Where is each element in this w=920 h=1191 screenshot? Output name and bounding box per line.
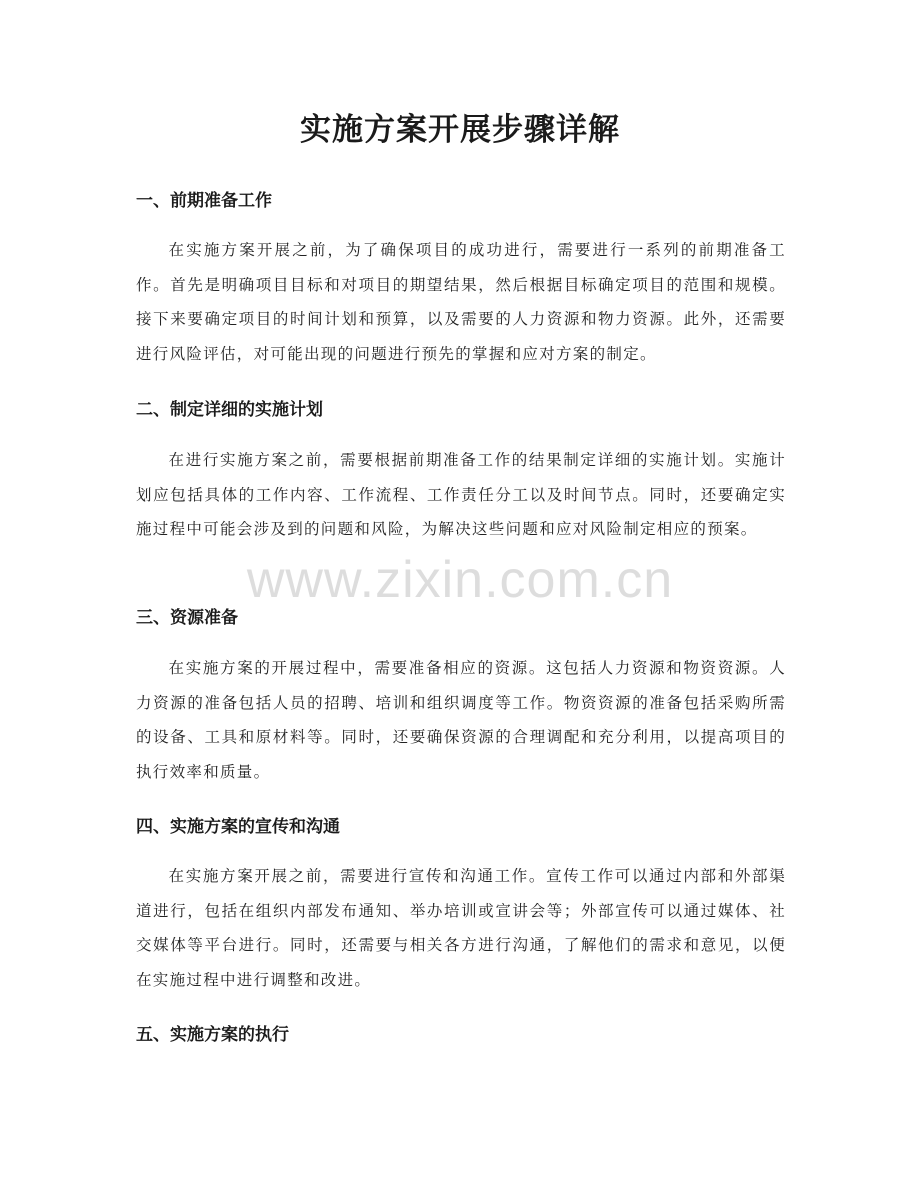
section-heading-5: 五、实施方案的执行 [136, 1025, 289, 1045]
section-heading-4: 四、实施方案的宣传和沟通 [136, 817, 340, 837]
section-heading-2: 二、制定详细的实施计划 [136, 400, 323, 420]
section-body-1: 在实施方案开展之前，为了确保项目的成功进行，需要进行一系列的前期准备工作。首先是明确项目目标和对项目的期望结果，然后根据目标确定项目的范围和规模。接下来要确定项目的时间计划和预算，以及需要的人力资源和物力资源。此外，还需要进行风险评估，对可能出现的问题进行预先的掌握和应对方案的制定。 [136, 241, 786, 364]
document-title: 实施方案开展步骤详解 [300, 112, 620, 148]
section-heading-3: 三、资源准备 [136, 608, 238, 628]
section-body-4: 在实施方案开展之前，需要进行宣传和沟通工作。宣传工作可以通过内部和外部渠道进行，包括在组织内部发布通知、举办培训或宣讲会等；外部宣传可以通过媒体、社交媒体等平台进行。同时，还需要与相关各方进行沟通，了解他们的需求和意见，以便在实施过程中进行调整和改进。 [136, 867, 786, 990]
section-heading-1: 一、前期准备工作 [136, 191, 272, 211]
watermark: www.zixin.com.cn [246, 551, 674, 609]
section-body-2: 在进行实施方案之前，需要根据前期准备工作的结果制定详细的实施计划。实施计划应包括具体的工作内容、工作流程、工作责任分工以及时间节点。同时，还要确定实施过程中可能会涉及到的问题和风险，为解决这些问题和应对风险制定相应的预案。 [136, 451, 786, 539]
section-body-3: 在实施方案的开展过程中，需要准备相应的资源。这包括人力资源和物资资源。人力资源的准备包括人员的招聘、培训和组织调度等工作。物资资源的准备包括采购所需的设备、工具和原材料等。同时，还要确保资源的合理调配和充分利用，以提高项目的执行效率和质量。 [136, 659, 786, 782]
